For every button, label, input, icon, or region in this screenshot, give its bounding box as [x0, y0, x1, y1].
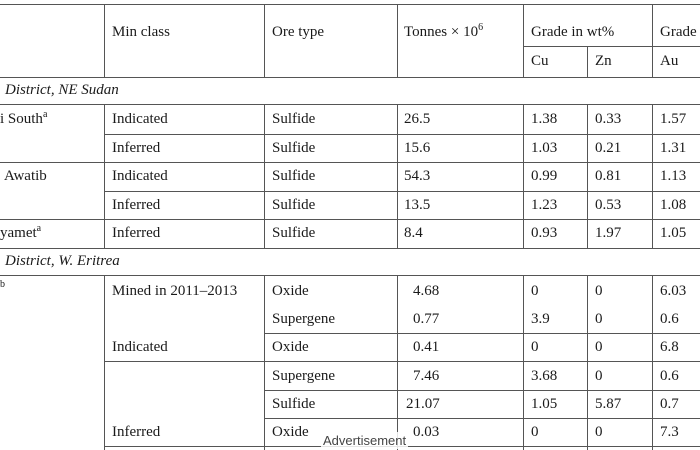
col-rule-4-s1 — [523, 104, 524, 248]
rule-row-9 — [264, 418, 700, 419]
table-row-ore-type: Supergene — [272, 368, 336, 384]
col-rule-6-head — [652, 4, 653, 77]
rule-row-1 — [104, 134, 700, 135]
deposit-name: yamet — [0, 225, 37, 241]
table-row-ore-type: Supergene — [272, 311, 336, 327]
table-row-au: 1.31 — [660, 140, 687, 156]
table-row-cu: 1.23 — [531, 197, 558, 213]
col-rule-2-s1 — [264, 104, 265, 248]
table-row-tonnes: 0.41 — [413, 339, 440, 355]
table-row-zn: 0.53 — [595, 197, 622, 213]
table-row-ore-type: Oxide — [272, 424, 309, 440]
table-row-tonnes: 54.3 — [404, 168, 431, 184]
table-row-deposit — [0, 110, 47, 129]
header-grade-cut: Grade — [660, 24, 697, 40]
table-row-tonnes: 15.6 — [404, 140, 431, 156]
col-rule-6-s1 — [652, 104, 653, 248]
col-rule-2-head — [264, 4, 265, 77]
rule-row-2 — [0, 162, 700, 163]
table-row-min-class: Indicated — [112, 168, 168, 184]
col-rule-3-s1 — [397, 104, 398, 248]
table-row-min-class: Mined in 2011–2013 — [112, 283, 238, 299]
table-row-min-class: Indicated — [112, 111, 168, 127]
rule-row-3 — [104, 191, 700, 192]
table-row-deposit — [0, 224, 41, 243]
rule-section-2 — [0, 275, 700, 276]
table-row-zn: 0.81 — [595, 168, 622, 184]
table-row-tonnes: 26.5 — [404, 111, 431, 127]
table-row-tonnes: 0.77 — [413, 311, 440, 327]
table-row-au: 0.7 — [660, 396, 679, 412]
rule-row-7 — [104, 361, 700, 362]
table-row-ore-type: Sulfide — [272, 225, 316, 241]
deposit-name: i South — [0, 111, 43, 127]
table-row-ore-type: Sulfide — [272, 168, 316, 184]
table-row-tonnes: 21.07 — [406, 396, 440, 412]
col-rule-3-head — [397, 4, 398, 77]
deposit-footnote: a — [42, 109, 48, 120]
table-row-zn: 0.21 — [595, 140, 622, 156]
table-row-au: 1.57 — [660, 111, 687, 127]
table-row-au: 1.05 — [660, 225, 687, 241]
rule-row-5 — [0, 248, 700, 249]
table-row-cu: 0 — [531, 339, 539, 355]
header-tonnes — [404, 23, 483, 42]
header-tonnes-exponent: 6 — [478, 22, 484, 33]
rule-header-bottom — [0, 77, 700, 78]
section-title-eritrea: District, W. Eritrea — [5, 253, 120, 269]
section-title-sudan: District, NE Sudan — [5, 82, 119, 98]
table-row-zn: 0.33 — [595, 111, 622, 127]
table-row-zn: 0 — [595, 424, 603, 440]
header-au: Au — [660, 53, 679, 69]
rule-row-4 — [0, 219, 700, 220]
table-row-zn: 0 — [595, 368, 603, 384]
table-row-au: 0.6 — [660, 368, 679, 384]
table-row-au: 1.13 — [660, 168, 687, 184]
table-row-tonnes: 13.5 — [404, 197, 431, 213]
rule-section-1 — [0, 104, 700, 105]
advertisement-label[interactable]: Advertisement — [323, 433, 407, 448]
table-row-ore-type: Sulfide — [272, 111, 316, 127]
col-rule-5-head — [587, 46, 588, 77]
col-rule-6-s2 — [652, 275, 653, 450]
rule-grade-sub — [523, 46, 700, 47]
rule-top — [0, 4, 700, 5]
table-row-min-class: Inferred — [112, 140, 161, 156]
table-row-cu: 1.38 — [531, 111, 558, 127]
table-row-zn: 0 — [595, 283, 603, 299]
table-row-cu: 1.03 — [531, 140, 558, 156]
col-rule-1-s1 — [104, 104, 105, 248]
table-row-au: 6.8 — [660, 339, 679, 355]
col-rule-5-s2 — [587, 275, 588, 450]
rule-row-6 — [264, 333, 700, 334]
table-row-tonnes: 7.46 — [413, 368, 440, 384]
col-rule-2-s2 — [264, 275, 265, 450]
table-row-zn: 1.97 — [595, 225, 622, 241]
table-row-tonnes: 4.68 — [413, 283, 440, 299]
table-row-au: 6.03 — [660, 283, 687, 299]
table-row-zn: 0 — [595, 339, 603, 355]
header-cu: Cu — [531, 53, 549, 69]
table-row-ore-type: Sulfide — [272, 140, 316, 156]
table-row-min-class: Inferred — [112, 424, 161, 440]
table-row-tonnes: 0.03 — [413, 424, 440, 440]
table-row-ore-type: Oxide — [272, 283, 309, 299]
table-row-deposit — [0, 280, 5, 299]
deposit-footnote: a — [36, 223, 42, 234]
col-rule-5-s1 — [587, 104, 588, 248]
table-row-deposit: Awatib — [4, 168, 47, 184]
header-grade-wt: Grade in wt% — [531, 24, 615, 40]
table-row-au: 1.08 — [660, 197, 687, 213]
table-row-zn: 0 — [595, 311, 603, 327]
col-rule-3-s2 — [397, 275, 398, 450]
col-rule-4-head — [523, 4, 524, 77]
table-row-cu: 0.99 — [531, 168, 558, 184]
col-rule-1-head — [104, 4, 105, 77]
header-tonnes-base: Tonnes × 10 — [404, 24, 479, 40]
table-row-ore-type: Sulfide — [272, 396, 316, 412]
col-rule-1-s2 — [104, 275, 105, 450]
table-row-min-class: Inferred — [112, 225, 161, 241]
table-row-cu: 0 — [531, 424, 539, 440]
table-row-ore-type: Oxide — [272, 339, 309, 355]
table-row-min-class: Inferred — [112, 197, 161, 213]
table-row-cu: 0 — [531, 283, 539, 299]
table-row-cu: 0.93 — [531, 225, 558, 241]
col-rule-4-s2 — [523, 275, 524, 450]
header-min-class: Min class — [112, 24, 170, 40]
table-row-au: 0.6 — [660, 311, 679, 327]
table-row-tonnes: 8.4 — [404, 225, 423, 241]
table-row-cu: 1.05 — [531, 396, 558, 412]
table-row-zn: 5.87 — [595, 396, 622, 412]
table-row-ore-type: Sulfide — [272, 197, 316, 213]
deposit-footnote: b — [0, 279, 5, 290]
header-ore-type: Ore type — [272, 24, 325, 40]
header-zn: Zn — [595, 53, 612, 69]
table-row-au: 7.3 — [660, 424, 679, 440]
table-row-min-class: Indicated — [112, 339, 168, 355]
rule-row-8 — [264, 390, 700, 391]
table-row-cu: 3.9 — [531, 311, 550, 327]
table-row-cu: 3.68 — [531, 368, 558, 384]
